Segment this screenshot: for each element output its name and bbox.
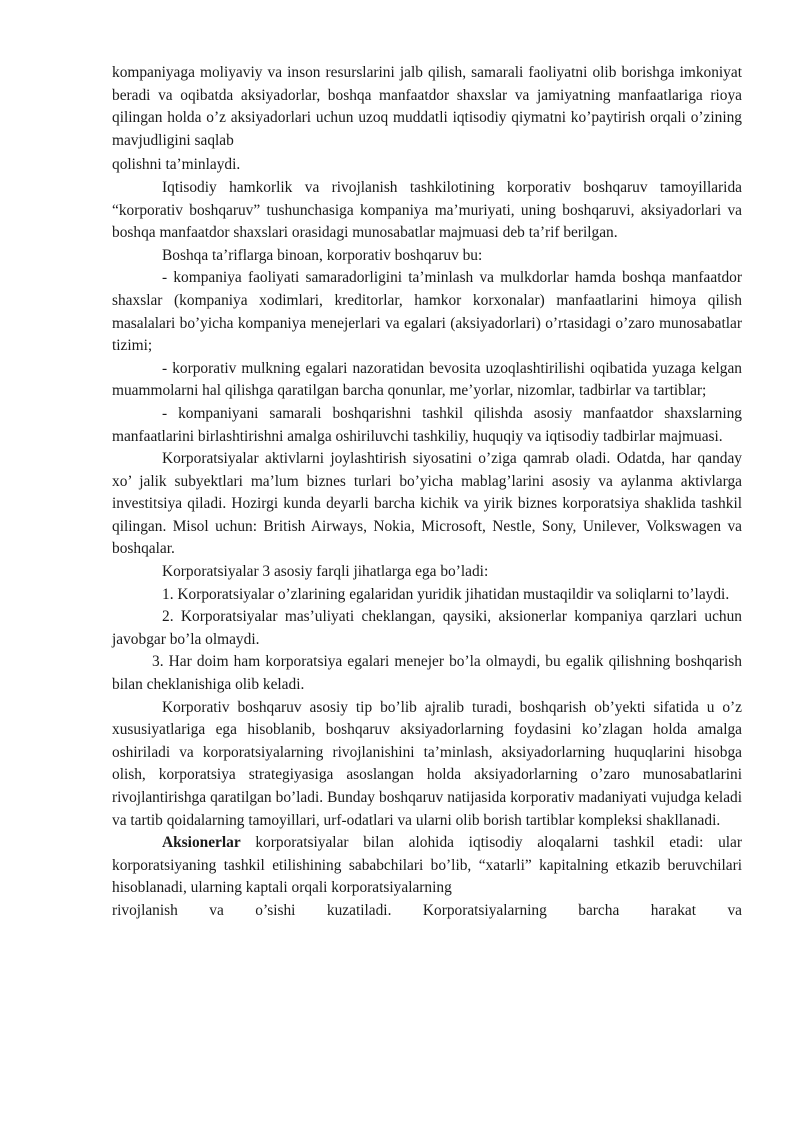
shareholders-text: korporatsiyalar bilan alohida iqtisodiy aloqalarni tashkil etadi: ular korporatsiyaning tashkil etilishining sababchilari bo’lib, “xatarli” kapitalning etkazib beruvchilari hisoblanadi, ularning kaptali orqali korporatsiyalarning [112, 834, 742, 897]
list-item-definition-2: - korporativ mulkning egalari nazoratidan bevosita uzoqlashtirilishi oqibatida yuzaga kelgan muammolarni hal qilishga qaratilgan barcha qonunlar, me’yorlar, nizomlar, tadbirlar va tartiblar; [112, 359, 742, 400]
list-item-feature-1: 1. Korporatsiyalar o’zlarining egalaridan yuridik jihatidan mustaqildir va soliqlarni to’laydi. [162, 585, 730, 603]
paragraph-continuation: rivojlanish va o’sishi kuzatiladi. Korporatsiyalarning barcha harakat va [112, 901, 742, 919]
paragraph-intro: kompaniyaga moliyaviy va inson resurslarini jalb qilish, samarali faoliyatni olib borishga imkoniyat beradi va oqibatda aksiyadorlar, boshqa manfaatdor shaxslar va jamiyatning manfaatlariga rioya qilingan holda o’z aksiyadorlari uchun uzoq muddatli iqtisodiy qiymatni ko’paytirish orqali o’zining mavjudligini saqlab [112, 64, 742, 149]
paragraph-other-definitions: Boshqa ta’riflarga binoan, korporativ boshqaruv bu: [162, 246, 483, 264]
shareholders-heading: Aksionerlar [162, 834, 241, 852]
list-item-definition-3: - kompaniyani samarali boshqarishni tashkil qilishda asosiy manfaatdor shaxslarning manfaatlarini birlashtirishni amalga oshiriluvchi tashkiliy, huquqiy va iqtisodiy tadbirlar majmuasi. [112, 404, 742, 445]
document-page [112, 62, 742, 923]
list-item-feature-2: 2. Korporatsiyalar mas’uliyati cheklangan, qaysiki, aksionerlar kompaniya qarzlari uchun javobgar bo’la olmaydi. [112, 608, 742, 648]
paragraph-corporate-governance: Korporativ boshqaruv asosiy tip bo’lib ajralib turadi, boshqarish ob’yekti sifatida u o’z xususiyatlariga ega hisoblanib, boshqaruv aksiyadorlarning foydasini ko’zlagan holda amalga oshiriladi va korporatsiyalarning rivojlanishini ta’minlash, aksiyadorlarning huquqlarini hisobga olish, korporatsiya strategiyasiga asoslangan holda aksiyadorlarning o’zaro munosabatlarini rivojlantirishga qaratilgan bo’ladi. Bunday boshqaruv natijasida korporativ madaniyati vujudga keladi va tartib qoidalarning tamoyillari, urf-odatlari va ularni olib borish tartiblar kompleksi shakllanadi. [112, 698, 742, 829]
paragraph-intro-end: qolishni ta’minlaydi. [112, 156, 241, 174]
list-item-feature-3: 3. Har doim ham korporatsiya egalari menejer bo’la olmaydi, bu egalik qilishning boshqarish bilan cheklanishiga olib keladi. [112, 653, 742, 694]
list-item-definition-1: - kompaniya faoliyati samaradorligini ta’minlash va mulkdorlar hamda boshqa manfaatdor shaxslar (kompaniya xodimlari, kreditorlar, hamkor korxonalar) manfaatlarini himoya qilish masalalari bo’yicha kompaniya menejerlari va egalari (aksiyadorlari) o’rtasidagi o’zaro munosabatlar tizimi; [112, 269, 742, 355]
paragraph-corporations-assets: Korporatsiyalar aktivlarni joylashtirish siyosatini o’ziga qamrab oladi. Odatda, har qanday xo’ jalik subyektlari ma’lum biznes turlari bo’yicha mablag’larini asosiy va aylanma aktivlarga investitsiya qiladi. Hozirgi kunda deyarli barcha kichik va yirik biznes korporatsiya shaklida tashkil qilingan. Misol uchun: British Airways, Nokia, Microsoft, Nestle, Sony, Unilever, Volkswagen va boshqalar. [112, 450, 742, 558]
paragraph-oecd-definition: Iqtisodiy hamkorlik va rivojlanish tashkilotining korporativ boshqaruv tamoyillarida “korporativ boshqaruv” tushunchasiga kompaniya ma’muriyati, uning boshqaruvi, aksiyadorlari va boshqa manfaatdor shaxslari orasidagi munosabatlar majmuasi deb ta’rif berilgan. [112, 178, 742, 242]
paragraph-shareholders [112, 832, 742, 900]
paragraph-three-features: Korporatsiyalar 3 asosiy farqli jihatlarga ega bo’ladi: [162, 563, 489, 581]
